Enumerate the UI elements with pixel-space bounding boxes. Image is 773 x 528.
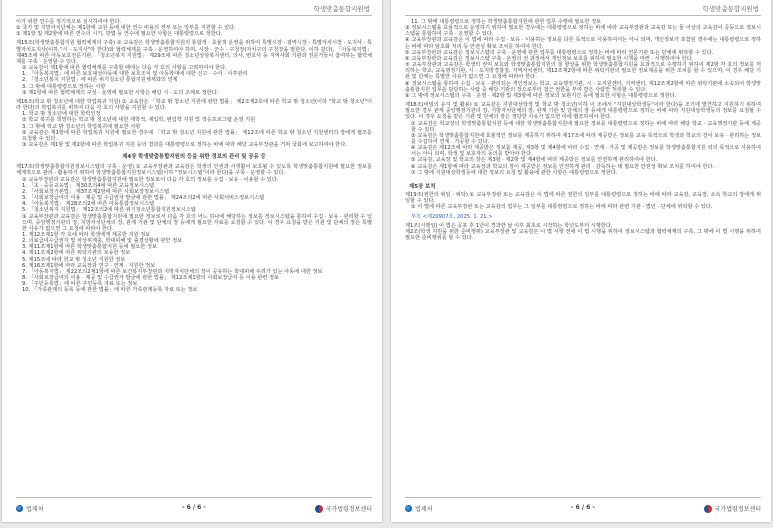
law-paragraph: ③ 제1항 및 제2항에 따른 연수의 시기, 방법 등 연수에 필요한 사항은 대통령령으로 정한다. bbox=[16, 31, 223, 38]
page-number: - 6 / 6 - bbox=[182, 504, 206, 511]
law-paragraph: 1. 학교 밖 청소년에 대한 학력인정 bbox=[22, 111, 101, 118]
law-paragraph: 3. 제11조제1항에 따른 학생맞춤통합지원 등에 필요한 정보 bbox=[22, 244, 157, 251]
government-seal-icon bbox=[704, 505, 712, 513]
law-paragraph: 4. 제11조제2항에 따른 위탁기관의 보유한 정보 bbox=[22, 250, 131, 257]
law-paragraph: 6. 제16조제1항에 따라 교육장과 연구 · 연계 · 지원한 정보 bbox=[22, 262, 156, 269]
law-paragraph: ② 교육감은 제1항에 따른 학업복귀 지원에 필요한 경우에 「학교 밖 청소년 지원에 관한 법률」 제12조에 따른 학교 밖 청소년 지원센터의 장에게 협조를 요청할 수 있다. bbox=[22, 129, 372, 142]
law-paragraph: 2. 「청소년복지 지원법」에 따른 위기청소년 통합지원체계와의 연계 bbox=[22, 77, 178, 84]
page-header-title: 학생맞춤통합지원법 bbox=[702, 5, 759, 13]
footer-divider bbox=[16, 497, 372, 498]
law-paragraph: 1. 제12조제1항 각 호에 따라 학생에게 제공한 지원 정보 bbox=[22, 232, 151, 238]
law-paragraph: ⑨ 그 밖에 정보시스템의 구축 · 운영 · 제2항 및 제3항에 따른 정보의 보관기간 등에 필요한 사항은 대통령령으로 정한다. bbox=[405, 92, 677, 99]
addenda-heading: 부칙 <제20907호, 2025. 1. 21.> bbox=[411, 213, 493, 220]
chapter-heading: 제5장 보칙 bbox=[409, 183, 436, 190]
law-paragraph: ③ 제1항에 따른 협력체계의 구성 · 운영에 필요한 사항은 해당 시 · 도의 조례로 정한다. bbox=[22, 89, 219, 96]
law-paragraph: ③ 교육부장관과 교육감은 학생맞춤통합지원에 필요한 정보로서 다음 각 호의 어느 하나에 해당하는 정보를 정보시스템을 통하여 수집 · 보유 · 관리할 수 있으며, 중앙행정기관의 장, 지방자치단체의 장, 관계 기관 및 단체의 장 등에게 필요한 자료를 요청할 수 있다. 이 경우 요청을 받은 기관 및 단체의 장은 특별한 사유가 없으면 그 요청에 따라야 한다. bbox=[22, 213, 372, 232]
law-paragraph: ② 교육감은 학교장의 학생맞춤통합지원 등에 대한 학생맞춤통합지원에 필요한 정보를 대통령령으로 정하는 바에 따라 해당 학교 · 교육행정기관 등에 제공할 수 있다. bbox=[411, 120, 761, 133]
law-paragraph: ⑤ 교육감, 교육장 및 학교의 장은 제3항 · 제2항 및 제4항에 따라 제공받은 정보를 안전하게 관리하여야 한다. bbox=[411, 157, 658, 164]
law-paragraph: ② 국가 및 지방자치단체는 제1항에 교원 등에 대한 연수 비용의 전부 또는 일부를 지원할 수 있다. bbox=[16, 25, 236, 32]
left-page bbox=[2, 0, 382, 522]
law-paragraph: 제1조(시행일) 이 법은 공포 후 1년이 경과한 날 이후 최초로 시작하는 학년도부터 시행한다. bbox=[405, 222, 613, 229]
law-paragraph: 11. 그 밖에 대통령령으로 정하는 학생맞춤통합지원에 관한 업무 수행에 필요한 정보 bbox=[411, 19, 602, 25]
law-paragraph: ③ 교육감은 제1항 및 제2항에 따른 학업복귀 지원 등의 결과를 대통령령으로 정하는 바에 따라 해당 교육부장관을 거쳐 국회에 보고하여야 한다. bbox=[22, 141, 347, 148]
law-paragraph: 5. 「청소년복지 지원법」 제12조의2에 따른 위기청소년통합지원정보시스템 bbox=[22, 207, 196, 214]
law-paragraph: 제17조(학생맞춤통합지원정보시스템의 구축 · 운영) ① 교육부장관과 교육감은 학생의 인권과 사생활이 보호될 수 있도록 학생맞춤통합지원에 필요한 정보를 체계적으로 관리 · 활용하기 위하여 학생맞춤통합지원정보시스템(이하 "정보시스템"이라 한다)을 구축 · 운영할 수 있다. bbox=[16, 164, 372, 177]
page-footer bbox=[16, 502, 372, 514]
law-paragraph: ③ 정보시스템을 효율적으로 운영하기 위하여 필요한 경우에는 대통령령으로 정하는 바에 따라 교육부장관과 교육감 또는 둘 이상의 교육감이 공동으로 정보시스템을 통합하여 구축 · 운영할 수 있다. bbox=[405, 25, 761, 38]
left-page-content bbox=[16, 19, 372, 294]
footer-divider bbox=[405, 497, 761, 498]
law-paragraph: 1. 「아동복지법」에 따른 보호대상아동에 대한 보호조치 및 아동학대에 대한 신고 · 수사 · 사후관리 bbox=[22, 71, 248, 78]
law-paragraph: 이가 위한 연수를 정기적으로 실시하여야 한다. bbox=[16, 19, 122, 25]
law-paragraph: 제15조(학생맞춤통합지원 협력체계의 구축) ① 교육감은 학생맞춤통합지원의 통합적 · 효율적 운영을 위하여 특별시장 · 광역시장 · 특별자치시장 · 도지사 · 특별자치도지사(이하 "시 · 도지사"라 한다)와 협력체계를 구축 · 운영하여야 하며, 시장 · 군수 · 구청장(자치구의 구청장을 말한다. 이하 같다), 「아동복지법」 제45조에 따른 아동보호전문기관, 「청소년복지 지원법」 제29조에 따른 청소년상담복지센터, 의사, 변호사 등 지역사회 기관과 전문가들이 참여하는 협력체계를 구축 · 운영할 수 있다. bbox=[16, 40, 372, 65]
law-paragraph: 제16조(학교 밖 청소년에 대한 학업복귀 지원) ① 교육감은 「학교 밖 청소년 지원에 관한 법률」 제2조제2호에 따른 학교 밖 청소년(이하 "학교 밖 청소년"이라 한다)의 학업복귀를 위하여 다음 각 호의 사항을 지원할 수 있다. bbox=[16, 98, 372, 112]
right-page bbox=[391, 0, 771, 522]
law-paragraph: 9. 「주민등록법」에 따른 주민등록 자료 또는 정보 bbox=[22, 281, 138, 288]
government-seal-icon bbox=[315, 505, 323, 513]
law-paragraph: 2. 의료급여수급권자 및 차상위계층, 학대피해 및 출결상황에 관한 정보 bbox=[22, 238, 183, 245]
law-paragraph: ⑦ 그 밖에 지원대상학생등에 대한 정보의 요청 및 활용에 관한 사항은 대통령령으로 정한다. bbox=[411, 169, 618, 176]
page-header-title: 학생맞춤통합지원법 bbox=[313, 5, 370, 13]
law-paragraph: ③ 교육감은 학생맞춤통합지원에 효율적인 정보를 제공하기 위하여 제17조에 따라 제공받은 정보를 교육 목적으로 학생과 학교의 장이 보유 · 관리하는 정보를 수집하여 연계 · 가공할 수 있다. bbox=[411, 132, 761, 145]
law-paragraph: ⑥ 교육감은 제1항에 따라 교육장과 학교의 장이 제공받은 정보를 안전하게 관리 · 감독하는 데 필요한 안전성 확보 조치를 하여야 한다. bbox=[411, 163, 715, 170]
law-paragraph: ② 학교 복귀를 희망하는 학교 밖 청소년에 대한 재학적, 재입학, 편입학 지원 및 적응프로그램 운영 지원 bbox=[22, 117, 256, 124]
law-paragraph: 3. 「사회보장급여의 이용 · 제공 및 수급권자 발굴에 관한 법률」 제24조의2에 따른 사회서비스정보시스템 bbox=[22, 195, 265, 202]
law-paragraph: 8. 「사회보장급여의 이용 · 제공 및 수급권자 발굴에 관한 법률」 제12조제1항의 사회보장급여 등 이용 관련 정보 bbox=[22, 275, 280, 282]
law-paragraph: 2. 「사회보장기본법」 제37조제2항에 따른 사회보장정보시스템 bbox=[22, 188, 170, 195]
header-divider bbox=[16, 15, 372, 16]
law-paragraph: 4. 「아동복지법」 제28조의2에 따른 아동통합정보시스템 bbox=[22, 201, 155, 208]
law-paragraph: 3. 그 밖에 대통령령으로 정하는 사항 bbox=[22, 83, 106, 90]
law-paragraph: 제2조(학생 지원을 위한 준비행위) 교육부장관 및 교육감은 이 법 시행 전에 이 법 시행을 위하여 정보시스템과 협력체계의 구축, 그 밖에 이 법 시행을 위하여 필요한 준비행위를 할 수 있다. bbox=[405, 228, 761, 241]
law-paragraph: ② 교육부장관과 교육감은 학생맞춤통합지원에 필요한 정보로서 다음 각 호의 정보를 수집 · 보유 · 이용할 수 있다. bbox=[22, 176, 279, 183]
header-divider bbox=[405, 15, 761, 16]
law-paragraph: 10. 「가족관계의 등록 등에 관한 법률」에 따른 가족관계등록 자료 또는 정보 bbox=[22, 287, 198, 294]
footer-org-label: 국가법령정보센터 bbox=[714, 506, 761, 513]
law-paragraph: 3. 그 밖에 학교 밖 청소년의 학업복귀에 필요한 사항 bbox=[22, 123, 141, 130]
law-paragraph: ④ 교육부장관과 교육감은 이 법에 따라 수집 · 보유 · 이용하는 정보를 다른 목적으로 사용하여서는 아니 되며, 개인정보가 포함된 경우에는 대통령령으로 정하는 바에 따라 암호화 처리 등 안전성 확보 조치를 하여야 한다. bbox=[405, 37, 761, 50]
page-footer bbox=[405, 502, 761, 514]
law-paragraph: 1. 「초 · 중등교육법」 제30조의4에 따른 교육정보시스템 bbox=[22, 182, 154, 189]
law-paragraph: ⑥ 교육부장관과 교육감은 정보시스템 구축 · 운영의 전 과정에서 개인정보 보호를 위하여 필요한 시책을 마련 · 시행하여야 한다. bbox=[405, 55, 694, 62]
law-paragraph: ⑦ 교육부장관과 교육감은 학생의 권익 보호와 학생맞춤통합지원의 질 향상을 위한 학생맞춤통합지원을 효과적으로 수행하기 위하여 제2항 각 호의 정보를 처리하는 학교, 교육행정기관, 시 · 도지방경찰청, 지역자치센터, 제12조제2항에 따른 위탁기관의 필요한 정보제공을 위한 조치를 할 수 있으며, 이 경우 해당 기관 및 단체는 특별한 사유가 없으면 그 요청에 따라야 한다. bbox=[405, 62, 761, 81]
law-paragraph: ⑧ 정보시스템을 통하여 수집 · 보유 · 관리되는 개인정보는 학교, 교육행정기관, 시 · 도지원센터, 지역센터, 제12조제2항에 따른 위탁기관에 소속되어 학생맞춤통합지원 업무를 담당하는 사람 중 해당 기관의 장으로부터 접근 권한을 부여 받은 사람만 처리할 수 있다. bbox=[405, 80, 761, 93]
footer-org bbox=[704, 504, 761, 513]
footer-brand-label: 법제처 bbox=[415, 506, 433, 513]
law-paragraph: ④ 교육감은 제12조에 따라 제공받은 정보를 제공, 제3항 및 제4항에 따라 수집 · 연계 · 가공 및 제공받은 정보를 학생맞춤통합지원 외의 목적으로 사용하여서는 아니 되며, 학생 및 보호자의 동의를 받아야 한다. bbox=[411, 145, 761, 158]
law-paragraph: 제19조(권한의 위임 · 위탁) ① 교육부장관 또는 교육감은 이 법에 따른 권한의 일부를 대통령령으로 정하는 바에 따라 교육감, 교육장, 소속 학교의 장에게 위임할 수 있다. bbox=[405, 192, 761, 205]
law-paragraph: ⑤ 교육부장관과 교육감은 정보시스템의 구축 · 운영에 관한 업무를 대통령령으로 정하는 바에 따라 전문기관 또는 단체에 위탁할 수 있다. bbox=[405, 49, 714, 56]
law-paragraph: 5. 제15조에 따라 학교 밖 청소년 지원한 정보 bbox=[22, 256, 126, 263]
law-paragraph: 제18조(비밀의 유지 및 활용) ① 교육감은 지원대상학생 및 학교 밖 청소년(이하 이 조에서 "지원대상학생등"이라 한다)을 조기에 발견하고 지원하기 위하여 필요한 경우 관계 중앙행정기관의 장, 지방자치단체의 장, 관계 기관 및 단체의 장 등에게 대통령령으로 정하는 바에 따라 지원대상학생등의 정보를 요청할 수 있다. 이 경우 요청을 받은 기관 및 단체의 장은 정당한 사유가 없으면 이에 협조하여야 한다. bbox=[405, 102, 761, 121]
page-number: - 6 / 6 - bbox=[571, 504, 595, 511]
footer-brand-label: 법제처 bbox=[26, 506, 44, 513]
law-paragraph: ② 이 법에 따른 교육부장관 또는 교육감의 업무는 그 일부를 대통령령으로 정하는 바에 따라 관련 기관 · 법인 · 단체에 위탁할 수 있다. bbox=[411, 204, 713, 211]
law-paragraph: ② 교육감이 제1항에 따른 협력체계를 구축할 때에는 다음 각 호의 사항을 고려하여야 한다. bbox=[22, 65, 227, 72]
right-page-content bbox=[405, 19, 761, 241]
footer-org bbox=[315, 504, 372, 513]
footer-org-label: 국가법령정보센터 bbox=[325, 506, 372, 513]
chapter-heading: 제4장 학생맞춤통합지원의 등을 위한 정보의 관리 및 공유 등 bbox=[122, 154, 266, 161]
law-paragraph: 7. 「아동복지법」 제22조의2제1항에 따른 보건복지부장관과 지방자치단체의 장이 공유하는 학대피해 우려가 있는 아동에 대한 정보 bbox=[22, 268, 323, 275]
